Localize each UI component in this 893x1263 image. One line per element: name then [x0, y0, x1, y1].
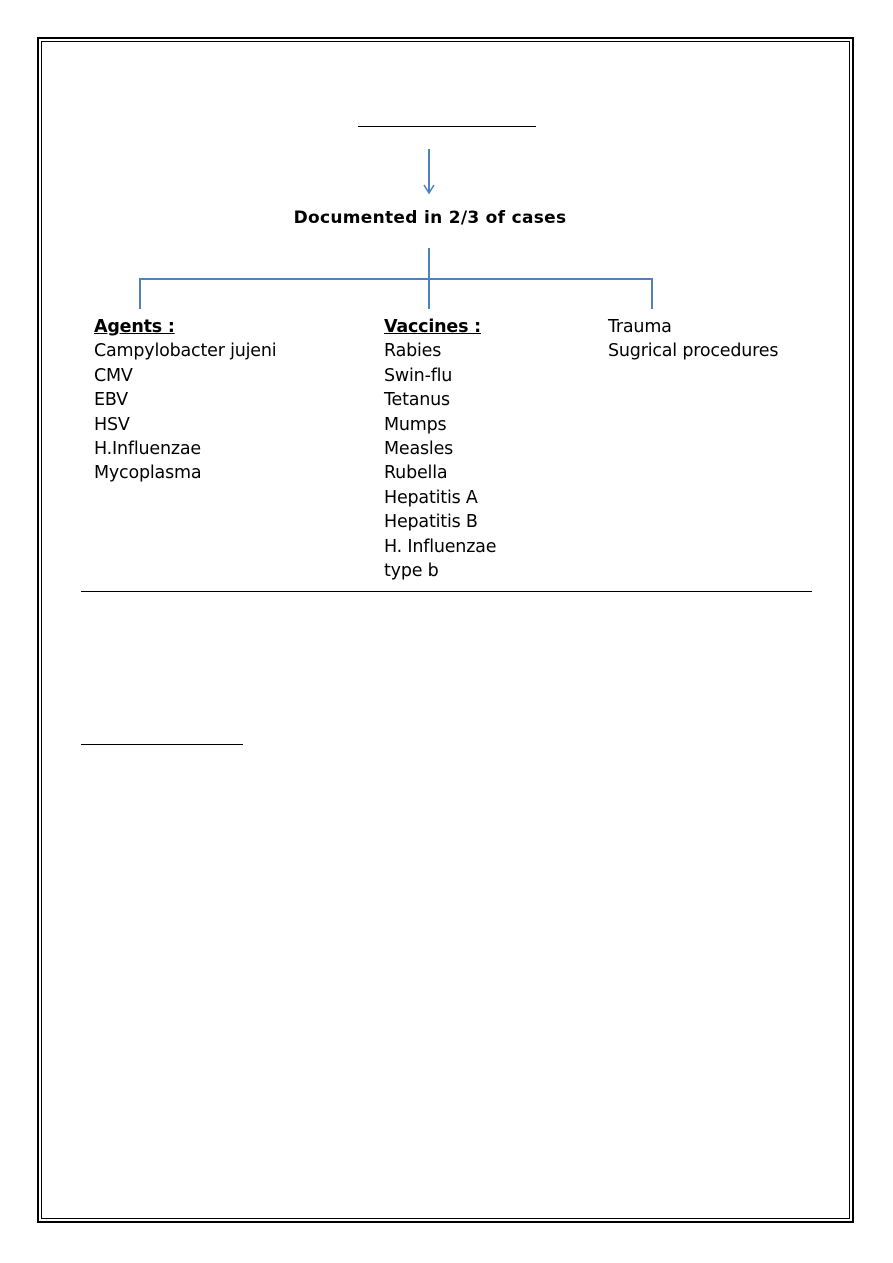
list-item: Mumps — [384, 414, 447, 435]
list-item: Hepatitis B — [384, 512, 478, 533]
other-triggers-column — [608, 315, 778, 364]
list-item: H.Influenzae — [94, 438, 201, 459]
vaccines-header: Vaccines : — [384, 317, 481, 337]
list-item: Rubella — [384, 463, 448, 484]
documented-label: Documented in 2/3 of cases — [293, 208, 567, 228]
list-item: type b — [384, 560, 439, 581]
list-item: Swin-flu — [384, 365, 453, 386]
list-item: Trauma — [608, 317, 672, 337]
list-item: Sugrical procedures — [608, 341, 779, 362]
list-item: Tetanus — [384, 390, 450, 411]
agents-column — [94, 315, 276, 486]
agents-header: Agents : — [94, 317, 175, 337]
list-item: Mycoplasma — [94, 463, 202, 484]
section-divider — [81, 591, 812, 592]
vaccines-column — [384, 315, 496, 583]
list-item: CMV — [94, 365, 133, 386]
list-item: Measles — [384, 438, 454, 459]
list-item: H. Influenzae — [384, 536, 497, 557]
list-item: Rabies — [384, 341, 442, 362]
list-item: EBV — [94, 390, 128, 411]
list-item: HSV — [94, 414, 130, 435]
heading-blank-line — [81, 744, 243, 745]
list-item: Hepatitis A — [384, 487, 478, 508]
list-item: Campylobacter jujeni — [94, 341, 277, 362]
